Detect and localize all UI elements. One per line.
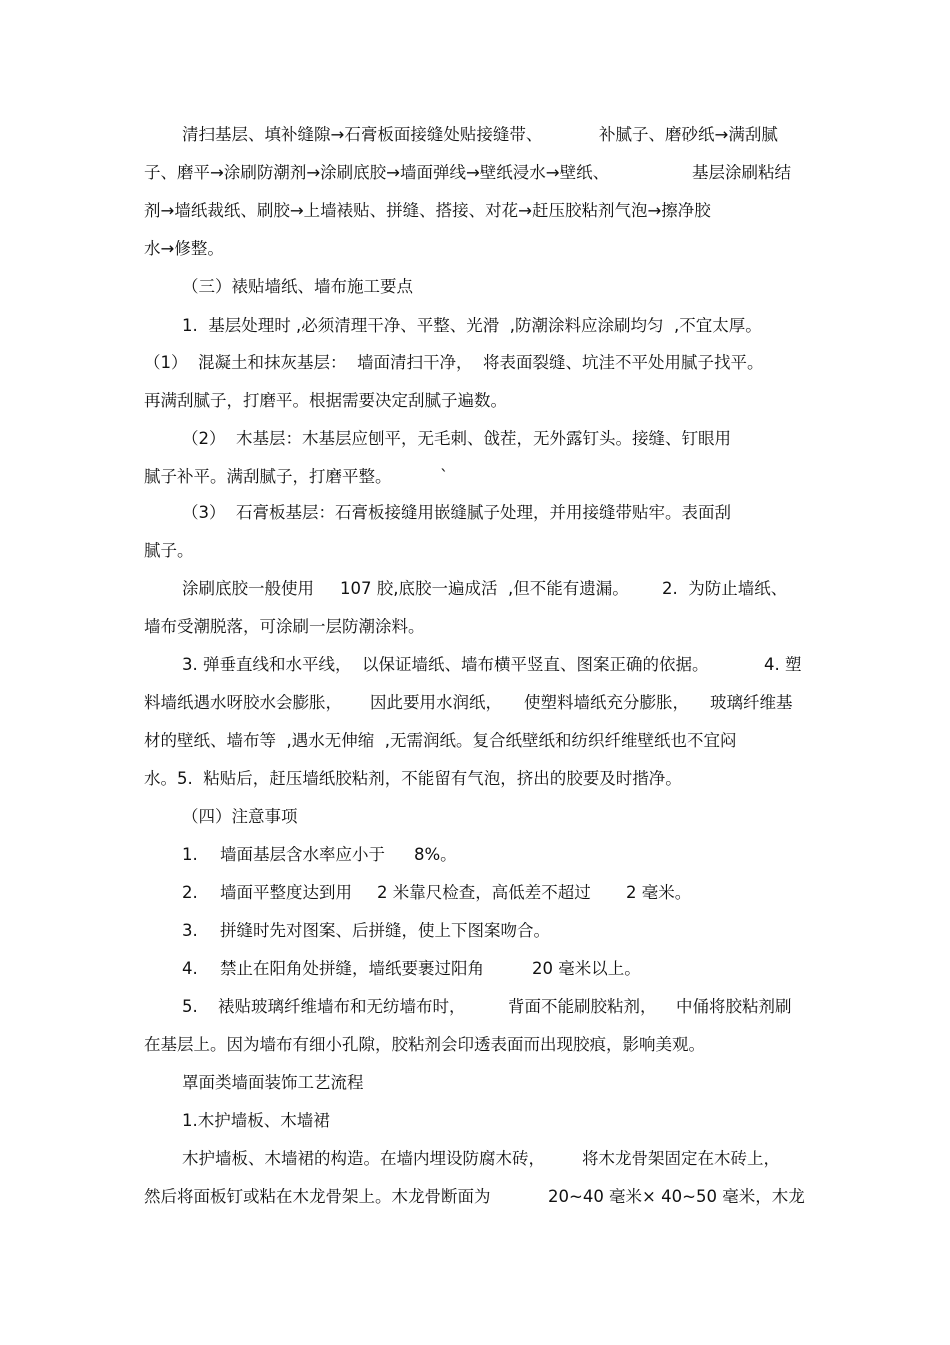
text-segment: 墙面基层含水率应小于 — [220, 845, 385, 864]
text-segment: 剂→墙纸裁纸、刷胶→上墙裱贴、拼缝、搭接、对花→赶压胶粘剂气泡→擦净胶 — [144, 201, 711, 220]
text-line — [0, 614, 950, 640]
section-heading — [0, 804, 950, 830]
text-segment: 2. 为防止墙纸、 — [662, 579, 788, 598]
text-segment: （3） 石膏板基层：石膏板接缝用嵌缝腻子处理，并用接缝带贴牢。表面刮 — [182, 503, 731, 522]
text-segment: 木护墙板、木墙裙的构造。在墙内埋设防腐木砖， — [182, 1149, 545, 1168]
text-line — [0, 198, 950, 224]
text-line — [0, 538, 950, 564]
text-segment: 禁止在阳角处拼缝，墙纸要裹过阳角 — [220, 959, 484, 978]
text-line — [0, 388, 950, 414]
text-segment: （四）注意事项 — [182, 807, 298, 826]
text-segment: 4. 塑 — [764, 655, 802, 674]
list-item — [0, 994, 950, 1020]
list-number: 1. — [182, 845, 198, 864]
list-item — [0, 842, 950, 868]
text-line — [0, 160, 950, 186]
text-segment: 子、磨平→涂刷防潮剂→涂刷底胶→墙面弹线→壁纸浸水→壁纸、 — [144, 163, 610, 182]
text-segment: 使塑料墙纸充分膨胀， — [524, 693, 689, 712]
text-line — [0, 576, 950, 602]
text-segment: 20 毫米以上。 — [532, 959, 641, 978]
text-line — [0, 690, 950, 716]
text-line — [0, 464, 950, 490]
text-segment: 将木龙骨架固定在木砖上， — [582, 1149, 780, 1168]
text-segment: 水→修整。 — [144, 239, 224, 258]
text-segment: （1） 混凝土和抹灰基层： 墙面清扫干净， 将表面裂缝、坑洼不平处用腻子找平。 — [144, 353, 764, 372]
text-segment: （2） 木基层：木基层应刨平，无毛刺、戗茬，无外露钉头。接缝、钉眼用 — [182, 429, 731, 448]
text-segment: 背面不能刷胶粘剂， — [508, 997, 657, 1016]
text-segment: 在基层上。因为墙布有细小孔隙，胶粘剂会印透表面而出现胶痕，影响美观。 — [144, 1035, 705, 1054]
text-segment: 腻子。 — [144, 541, 194, 560]
text-segment: 再满刮腻子，打磨平。根据需要决定刮腻子遍数。 — [144, 391, 507, 410]
text-segment: 因此要用水润纸， — [370, 693, 502, 712]
section-heading — [0, 1108, 950, 1134]
text-segment: 20~40 毫米× 40~50 毫米，木龙 — [548, 1187, 805, 1206]
text-segment: 材的壁纸、墙布等 ,遇水无伸缩 ,无需润纸。复合纸壁纸和纺织纤维壁纸也不宜闷 — [144, 731, 737, 750]
text-line — [0, 122, 950, 148]
text-line — [0, 766, 950, 792]
text-line — [0, 350, 950, 376]
text-segment: 玻璃纤维基 — [710, 693, 793, 712]
text-segment: 墙面平整度达到用 — [220, 883, 352, 902]
list-number: 2. — [182, 883, 198, 902]
text-segment: 3. 弹垂直线和水平线， 以保证墙纸、墙布横平竖直、图案正确的依据。 — [182, 655, 709, 674]
text-segment: 1. 基层处理时 ,必须清理干净、平整、光滑 ,防潮涂料应涂刷均匀 ,不宜太厚。 — [182, 316, 762, 335]
text-segment: 墙布受潮脱落，可涂刷一层防潮涂料。 — [144, 617, 425, 636]
section-heading — [0, 1070, 950, 1096]
text-segment: 中俑将胶粘剂刷 — [676, 997, 792, 1016]
list-item — [0, 956, 950, 982]
text-segment: （三）裱贴墙纸、墙布施工要点 — [182, 277, 413, 296]
text-segment: 腻子补平。满刮腻子，打磨平整。 — [144, 467, 392, 486]
text-segment: 拼缝时先对图案、后拼缝，使上下图案吻合。 — [220, 921, 550, 940]
list-item — [0, 918, 950, 944]
text-line — [0, 1146, 950, 1172]
text-segment: 8%。 — [414, 845, 457, 864]
text-segment: 107 胶,底胶一遍成活 ,但不能有遗漏。 — [340, 579, 629, 598]
text-line — [0, 728, 950, 754]
text-segment: 水。5. 粘贴后，赶压墙纸胶粘剂，不能留有气泡，挤出的胶要及时揩净。 — [144, 769, 682, 788]
text-line — [0, 236, 950, 262]
text-segment: 补腻子、磨砂纸→满刮腻 — [599, 125, 778, 144]
list-item — [0, 880, 950, 906]
text-segment: 2 米靠尺检查，高低差不超过 — [377, 883, 591, 902]
text-segment: 料墙纸遇水呀胶水会膨胀， — [144, 693, 342, 712]
text-segment: 裱贴玻璃纤维墙布和无纺墙布时， — [218, 997, 466, 1016]
text-segment: 2 毫米。 — [626, 883, 692, 902]
text-segment: 然后将面板钉或粘在木龙骨架上。木龙骨断面为 — [144, 1187, 491, 1206]
text-line — [0, 1184, 950, 1210]
list-number: 4. — [182, 959, 198, 978]
section-heading — [0, 274, 950, 300]
text-line — [0, 1032, 950, 1058]
text-segment: 罩面类墙面装饰工艺流程 — [182, 1073, 364, 1092]
list-number: 3. — [182, 921, 198, 940]
text-line — [0, 313, 950, 339]
text-segment: 清扫基层、填补缝隙→石膏板面接缝处贴接缝带、 — [182, 125, 543, 144]
text-segment: 涂刷底胶一般使用 — [182, 579, 314, 598]
list-number: 5. — [182, 997, 198, 1016]
text-segment: ` — [440, 467, 449, 486]
text-line — [0, 426, 950, 452]
text-segment: 基层涂刷粘结 — [692, 163, 791, 182]
text-line — [0, 652, 950, 678]
text-segment: 1.木护墙板、木墙裙 — [182, 1111, 330, 1130]
text-line — [0, 500, 950, 526]
